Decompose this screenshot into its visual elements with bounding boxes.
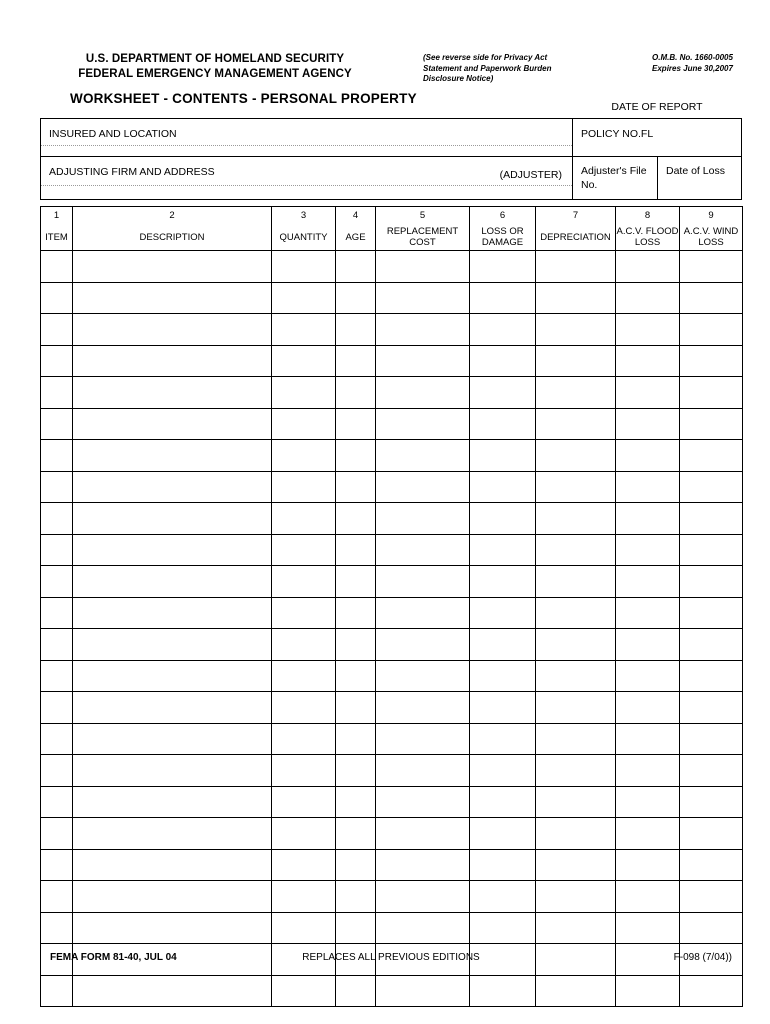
table-cell[interactable]	[73, 660, 272, 692]
table-cell[interactable]	[41, 786, 73, 818]
table-cell[interactable]	[73, 440, 272, 472]
table-cell[interactable]	[680, 566, 743, 598]
table-cell[interactable]	[536, 597, 616, 629]
table-cell[interactable]	[536, 692, 616, 724]
table-cell[interactable]	[616, 912, 680, 944]
table-cell[interactable]	[41, 723, 73, 755]
table-cell[interactable]	[616, 818, 680, 850]
table-cell[interactable]	[680, 786, 743, 818]
date-of-report-label: DATE OF REPORT	[611, 101, 703, 113]
table-cell[interactable]	[376, 282, 470, 314]
table-cell[interactable]	[536, 629, 616, 661]
table-cell[interactable]	[616, 786, 680, 818]
table-row	[41, 723, 743, 755]
table-cell[interactable]	[376, 660, 470, 692]
col-label-description: DESCRIPTION	[73, 224, 272, 251]
table-cell[interactable]	[616, 345, 680, 377]
table-cell[interactable]	[376, 440, 470, 472]
table-cell[interactable]	[470, 629, 536, 661]
table-cell[interactable]	[336, 440, 376, 472]
table-cell[interactable]	[41, 503, 73, 535]
table-cell[interactable]	[680, 881, 743, 913]
table-cell[interactable]	[41, 408, 73, 440]
table-cell[interactable]	[536, 881, 616, 913]
table-cell[interactable]	[470, 975, 536, 1007]
adjuster-tag: (ADJUSTER)	[499, 169, 562, 181]
col-num-5: 5	[376, 207, 470, 225]
table-cell[interactable]	[470, 503, 536, 535]
table-cell[interactable]	[470, 660, 536, 692]
table-cell[interactable]	[616, 975, 680, 1007]
contents-table-body	[41, 251, 743, 1007]
table-cell[interactable]	[336, 849, 376, 881]
table-row	[41, 471, 743, 503]
table-cell[interactable]	[616, 503, 680, 535]
table-cell[interactable]	[376, 629, 470, 661]
table-cell[interactable]	[73, 597, 272, 629]
table-cell[interactable]	[470, 755, 536, 787]
table-cell[interactable]	[616, 282, 680, 314]
table-cell[interactable]	[272, 818, 336, 850]
table-cell[interactable]	[336, 975, 376, 1007]
table-cell[interactable]	[616, 566, 680, 598]
table-cell[interactable]	[41, 251, 73, 283]
table-cell[interactable]	[470, 723, 536, 755]
table-cell[interactable]	[336, 881, 376, 913]
table-cell[interactable]	[680, 975, 743, 1007]
table-cell[interactable]	[680, 818, 743, 850]
col-label-replacement-cost: REPLACEMENT COST	[376, 224, 470, 251]
table-cell[interactable]	[272, 408, 336, 440]
date-of-loss-label: Date of Loss	[666, 165, 725, 177]
table-cell[interactable]	[536, 849, 616, 881]
table-cell[interactable]	[376, 471, 470, 503]
table-cell[interactable]	[680, 629, 743, 661]
table-cell[interactable]	[272, 345, 336, 377]
table-cell[interactable]	[272, 566, 336, 598]
table-cell[interactable]	[41, 471, 73, 503]
table-row	[41, 408, 743, 440]
table-cell[interactable]	[680, 471, 743, 503]
table-cell[interactable]	[376, 692, 470, 724]
table-cell[interactable]	[336, 818, 376, 850]
col-num-8: 8	[616, 207, 680, 225]
table-cell[interactable]	[376, 818, 470, 850]
table-cell[interactable]	[616, 849, 680, 881]
table-cell[interactable]	[336, 471, 376, 503]
table-cell[interactable]	[41, 282, 73, 314]
col-label-depreciation: DEPRECIATION	[536, 224, 616, 251]
table-cell[interactable]	[336, 692, 376, 724]
table-cell[interactable]	[616, 534, 680, 566]
table-row	[41, 534, 743, 566]
table-cell[interactable]	[470, 534, 536, 566]
document-code: F-098 (7/04))	[673, 952, 732, 963]
table-cell[interactable]	[376, 503, 470, 535]
adjusting-firm-dotted-line	[41, 185, 572, 186]
page-title: WORKSHEET - CONTENTS - PERSONAL PROPERTY	[70, 91, 417, 106]
table-cell[interactable]	[536, 345, 616, 377]
table-cell[interactable]	[616, 755, 680, 787]
col-label-loss-or-damage: LOSS OR DAMAGE	[470, 224, 536, 251]
table-cell[interactable]	[536, 534, 616, 566]
table-cell[interactable]	[376, 534, 470, 566]
table-cell[interactable]	[470, 314, 536, 346]
omb-expiration: Expires June 30,2007	[652, 64, 733, 73]
table-cell[interactable]	[73, 881, 272, 913]
table-row	[41, 597, 743, 629]
table-cell[interactable]	[272, 786, 336, 818]
table-cell[interactable]	[73, 692, 272, 724]
form-footer	[40, 952, 742, 972]
table-cell[interactable]	[272, 471, 336, 503]
table-cell[interactable]	[680, 597, 743, 629]
table-cell[interactable]	[272, 755, 336, 787]
table-cell[interactable]	[272, 975, 336, 1007]
table-cell[interactable]	[376, 251, 470, 283]
table-cell[interactable]	[536, 566, 616, 598]
table-row	[41, 345, 743, 377]
col-num-4: 4	[336, 207, 376, 225]
table-cell[interactable]	[336, 660, 376, 692]
table-row	[41, 975, 743, 1007]
table-cell[interactable]	[680, 503, 743, 535]
table-cell[interactable]	[536, 503, 616, 535]
table-cell[interactable]	[536, 471, 616, 503]
table-cell[interactable]	[536, 251, 616, 283]
table-cell[interactable]	[376, 881, 470, 913]
table-cell[interactable]	[272, 314, 336, 346]
table-cell[interactable]	[73, 408, 272, 440]
table-cell[interactable]	[470, 408, 536, 440]
table-cell[interactable]	[616, 251, 680, 283]
col-label-age: AGE	[336, 224, 376, 251]
table-cell[interactable]	[336, 912, 376, 944]
date-of-loss-field[interactable]	[658, 157, 743, 199]
table-cell[interactable]	[536, 755, 616, 787]
table-cell[interactable]	[376, 755, 470, 787]
column-number-row	[41, 207, 743, 225]
table-cell[interactable]	[336, 377, 376, 409]
table-cell[interactable]	[536, 818, 616, 850]
form-id: FEMA FORM 81-40, JUL 04	[50, 952, 177, 963]
col-label-acv-flood-loss: A.C.V. FLOOD LOSS	[616, 224, 680, 251]
table-cell[interactable]	[376, 975, 470, 1007]
table-cell[interactable]	[41, 566, 73, 598]
table-cell[interactable]	[41, 975, 73, 1007]
table-row	[41, 314, 743, 346]
agency-heading	[40, 52, 390, 82]
table-cell[interactable]	[470, 912, 536, 944]
table-cell[interactable]	[41, 629, 73, 661]
table-cell[interactable]	[272, 881, 336, 913]
col-num-9: 9	[680, 207, 743, 225]
contents-table-wrapper	[40, 206, 742, 1007]
table-row	[41, 818, 743, 850]
table-cell[interactable]	[470, 440, 536, 472]
table-cell[interactable]	[73, 818, 272, 850]
table-cell[interactable]	[73, 912, 272, 944]
table-cell[interactable]	[73, 534, 272, 566]
table-cell[interactable]	[470, 786, 536, 818]
col-label-item: ITEM	[41, 224, 73, 251]
table-cell[interactable]	[680, 251, 743, 283]
table-cell[interactable]	[73, 755, 272, 787]
table-cell[interactable]	[536, 282, 616, 314]
table-cell[interactable]	[470, 345, 536, 377]
table-cell[interactable]	[616, 440, 680, 472]
col-num-1: 1	[41, 207, 73, 225]
table-cell[interactable]	[536, 723, 616, 755]
table-cell[interactable]	[336, 786, 376, 818]
table-row	[41, 282, 743, 314]
table-cell[interactable]	[336, 345, 376, 377]
table-cell[interactable]	[470, 282, 536, 314]
table-cell[interactable]	[680, 377, 743, 409]
table-cell[interactable]	[73, 786, 272, 818]
table-cell[interactable]	[336, 314, 376, 346]
date-of-report-field[interactable]	[572, 92, 742, 119]
adjusting-firm-field[interactable]	[41, 157, 573, 199]
table-cell[interactable]	[616, 471, 680, 503]
privacy-act-note: (See reverse side for Privacy Act Statement and Paperwork Burden Disclosure Notice)	[423, 53, 552, 83]
table-cell[interactable]	[376, 723, 470, 755]
table-cell[interactable]	[470, 471, 536, 503]
table-cell[interactable]	[376, 566, 470, 598]
table-cell[interactable]	[41, 660, 73, 692]
adjusting-firm-label: ADJUSTING FIRM AND ADDRESS	[49, 166, 215, 178]
adjusters-file-no-label: Adjuster's File No.	[581, 165, 647, 191]
table-cell[interactable]	[680, 282, 743, 314]
table-cell[interactable]	[272, 660, 336, 692]
contents-table-head	[41, 207, 743, 251]
table-cell[interactable]	[73, 975, 272, 1007]
table-cell[interactable]	[680, 723, 743, 755]
table-cell[interactable]	[536, 377, 616, 409]
table-cell[interactable]	[272, 534, 336, 566]
table-cell[interactable]	[536, 786, 616, 818]
table-cell[interactable]	[336, 723, 376, 755]
table-cell[interactable]	[616, 408, 680, 440]
table-row	[41, 629, 743, 661]
table-cell[interactable]	[41, 377, 73, 409]
table-cell[interactable]	[616, 660, 680, 692]
table-row	[41, 377, 743, 409]
table-cell[interactable]	[616, 314, 680, 346]
table-cell[interactable]	[616, 881, 680, 913]
table-cell[interactable]	[73, 723, 272, 755]
table-cell[interactable]	[272, 849, 336, 881]
col-num-7: 7	[536, 207, 616, 225]
table-cell[interactable]	[376, 408, 470, 440]
table-row	[41, 912, 743, 944]
table-cell[interactable]	[470, 818, 536, 850]
table-cell[interactable]	[41, 345, 73, 377]
table-cell[interactable]	[680, 440, 743, 472]
col-num-2: 2	[73, 207, 272, 225]
table-cell[interactable]	[272, 440, 336, 472]
table-row	[41, 755, 743, 787]
table-cell[interactable]	[616, 629, 680, 661]
table-cell[interactable]	[73, 629, 272, 661]
table-cell[interactable]	[376, 849, 470, 881]
adjusting-firm-row	[40, 156, 742, 200]
table-cell[interactable]	[41, 692, 73, 724]
table-cell[interactable]	[470, 849, 536, 881]
table-row	[41, 849, 743, 881]
table-cell[interactable]	[680, 692, 743, 724]
table-cell[interactable]	[470, 251, 536, 283]
table-cell[interactable]	[41, 314, 73, 346]
table-cell[interactable]	[73, 471, 272, 503]
table-cell[interactable]	[680, 314, 743, 346]
table-cell[interactable]	[616, 692, 680, 724]
table-cell[interactable]	[470, 566, 536, 598]
table-cell[interactable]	[272, 282, 336, 314]
table-cell[interactable]	[41, 755, 73, 787]
table-cell[interactable]	[680, 345, 743, 377]
table-cell[interactable]	[336, 597, 376, 629]
table-cell[interactable]	[73, 345, 272, 377]
table-cell[interactable]	[536, 660, 616, 692]
table-cell[interactable]	[680, 408, 743, 440]
table-cell[interactable]	[73, 314, 272, 346]
table-row	[41, 881, 743, 913]
table-row	[41, 503, 743, 535]
col-num-3: 3	[272, 207, 336, 225]
table-cell[interactable]	[376, 912, 470, 944]
col-num-6: 6	[470, 207, 536, 225]
table-cell[interactable]	[536, 912, 616, 944]
omb-number: O.M.B. No. 1660-0005	[652, 53, 733, 62]
table-cell[interactable]	[536, 314, 616, 346]
table-cell[interactable]	[272, 503, 336, 535]
table-cell[interactable]	[272, 597, 336, 629]
contents-table	[40, 206, 743, 1007]
table-cell[interactable]	[41, 912, 73, 944]
table-cell[interactable]	[536, 408, 616, 440]
table-cell[interactable]	[376, 597, 470, 629]
table-row	[41, 566, 743, 598]
adjusters-file-no-field[interactable]	[573, 157, 658, 199]
insured-and-location-field[interactable]	[41, 119, 573, 156]
col-label-acv-wind-loss: A.C.V. WIND LOSS	[680, 224, 743, 251]
table-cell[interactable]	[680, 755, 743, 787]
insured-dotted-line	[41, 145, 572, 146]
table-cell[interactable]	[41, 818, 73, 850]
table-cell[interactable]	[73, 251, 272, 283]
table-cell[interactable]	[73, 849, 272, 881]
table-cell[interactable]	[680, 849, 743, 881]
table-cell[interactable]	[272, 912, 336, 944]
table-cell[interactable]	[680, 912, 743, 944]
table-cell[interactable]	[376, 314, 470, 346]
table-row	[41, 786, 743, 818]
table-cell[interactable]	[536, 440, 616, 472]
insured-policy-row	[40, 118, 742, 156]
table-cell[interactable]	[470, 377, 536, 409]
policy-number-field[interactable]	[573, 119, 743, 156]
table-row	[41, 440, 743, 472]
table-cell[interactable]	[336, 534, 376, 566]
insured-and-location-label: INSURED AND LOCATION	[49, 128, 177, 140]
table-cell[interactable]	[272, 251, 336, 283]
table-cell[interactable]	[272, 629, 336, 661]
table-cell[interactable]	[470, 881, 536, 913]
table-cell[interactable]	[272, 692, 336, 724]
table-cell[interactable]	[41, 597, 73, 629]
table-cell[interactable]	[336, 282, 376, 314]
omb-note	[605, 52, 770, 74]
table-cell[interactable]	[376, 345, 470, 377]
agency-line-2: FEDERAL EMERGENCY MANAGEMENT AGENCY	[78, 68, 352, 80]
table-cell[interactable]	[272, 377, 336, 409]
table-cell[interactable]	[376, 786, 470, 818]
table-cell[interactable]	[41, 440, 73, 472]
table-cell[interactable]	[272, 723, 336, 755]
table-cell[interactable]	[680, 660, 743, 692]
table-cell[interactable]	[336, 755, 376, 787]
table-cell[interactable]	[470, 692, 536, 724]
table-row	[41, 251, 743, 283]
table-cell[interactable]	[41, 849, 73, 881]
table-cell[interactable]	[73, 566, 272, 598]
col-label-quantity: QUANTITY	[272, 224, 336, 251]
table-cell[interactable]	[41, 881, 73, 913]
table-cell[interactable]	[536, 975, 616, 1007]
form-info-area	[40, 92, 742, 200]
table-cell[interactable]	[616, 597, 680, 629]
column-label-row	[41, 224, 743, 251]
policy-number-label: POLICY NO.FL	[581, 128, 654, 140]
table-cell[interactable]	[73, 282, 272, 314]
table-cell[interactable]	[73, 503, 272, 535]
table-cell[interactable]	[336, 503, 376, 535]
table-row	[41, 660, 743, 692]
table-row	[41, 692, 743, 724]
table-cell[interactable]	[336, 408, 376, 440]
table-cell[interactable]	[616, 377, 680, 409]
table-cell[interactable]	[616, 723, 680, 755]
replaces-note: REPLACES ALL PREVIOUS EDITIONS	[302, 952, 480, 963]
table-cell[interactable]	[680, 534, 743, 566]
table-cell[interactable]	[73, 377, 272, 409]
table-cell[interactable]	[41, 534, 73, 566]
table-cell[interactable]	[470, 597, 536, 629]
table-cell[interactable]	[376, 377, 470, 409]
table-cell[interactable]	[336, 251, 376, 283]
table-cell[interactable]	[336, 629, 376, 661]
table-cell[interactable]	[336, 566, 376, 598]
agency-line-1: U.S. DEPARTMENT OF HOMELAND SECURITY	[85, 53, 345, 65]
